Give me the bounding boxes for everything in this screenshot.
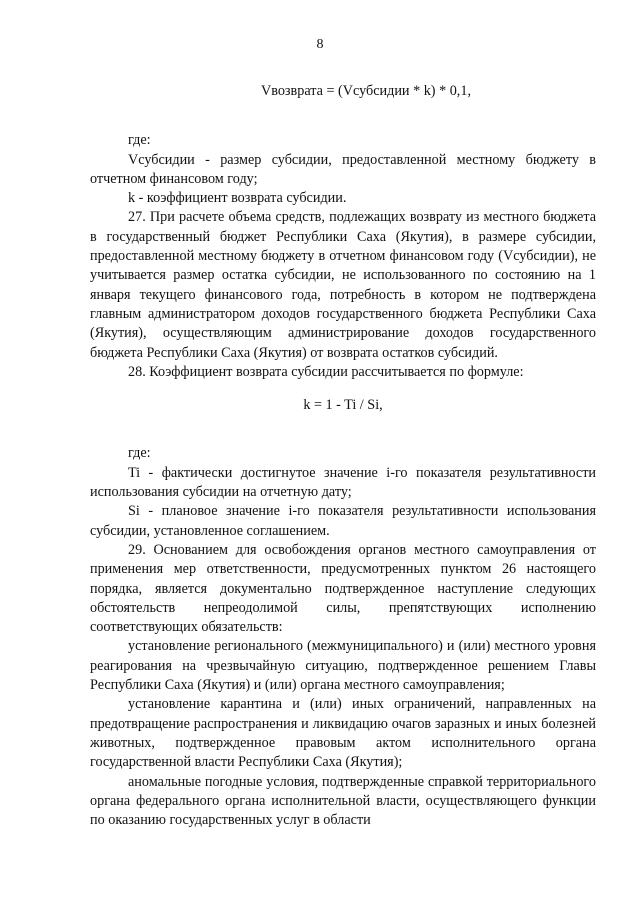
page-number: 8 [316, 37, 324, 52]
where-label: где: [128, 132, 151, 149]
paragraph-28: 28. Коэффициент возврата субсидии рассчитывается по формуле: [128, 363, 524, 380]
paragraph-27: 27. При расчете объема средств, подлежащих возврату из местного бюджета в государственный бюджет Республики Саха (Якутия), в размере субсидии, предоставленной местному бюджету в отчетном финансовом году (Vсубсидии), не учитывается размер остатка субсидии, не использованного по состоянию на 1 января текущего финансового года, потребность в котором не подтверждена главным администратором доходов государственного бюджета Республики Саха (Якутия), осуществляющим администрирование доходов государственного бюджета Республики Саха (Якутия) от возврата остатков субсидий. [90, 209, 596, 361]
paragraph-29: 29. Основанием для освобождения органов местного самоуправления от применения мер ответственности, предусмотренных пунктом 26 настоящего порядка, является документально подтвержденное наступление следующих обстоятельств непреодолимой силы, препятствующих исполнению соответствующих обязательств: [90, 541, 596, 636]
definition-k: k - коэффициент возврата субсидии. [128, 190, 347, 207]
definition-vsubsidy: Vсубсидии - размер субсидии, предоставленной местному бюджету в отчетном финансовом году; [90, 151, 596, 187]
definition-si: Si - плановое значение i-го показателя результативности использования субсидии, установленное соглашением. [90, 503, 596, 539]
definition-ti: Ti - фактически достигнутое значение i-го показателя результативности использования субсидии на отчетную дату; [90, 464, 596, 501]
list-item-emergency: установление регионального (межмуниципального) и (или) местного уровня реагирования на чрезвычайную ситуацию, подтвержденное решением Главы Республики Саха (Якутия) и (или) органа местного самоуправления; [90, 638, 596, 694]
formula-coefficient: k = 1 - Ti / Si, [303, 397, 383, 414]
where-label-2: где: [128, 445, 151, 462]
document-body [90, 82, 596, 830]
formula-return-volume: Vвозврата = (Vсубсидии * k) * 0,1, [260, 83, 471, 99]
list-item-quarantine: установление карантина и (или) иных ограничений, направленных на предотвращение распространения и ликвидацию очагов заразных и иных болезней животных, подтвержденное правовым актом исполнительного органа государственной власти Республики Саха (Якутия); [90, 696, 596, 771]
list-item-weather: аномальные погодные условия, подтвержденные справкой территориального органа федерального органа исполнительной власти, осуществляющего функции по оказанию государственных услуг в области [90, 773, 596, 829]
